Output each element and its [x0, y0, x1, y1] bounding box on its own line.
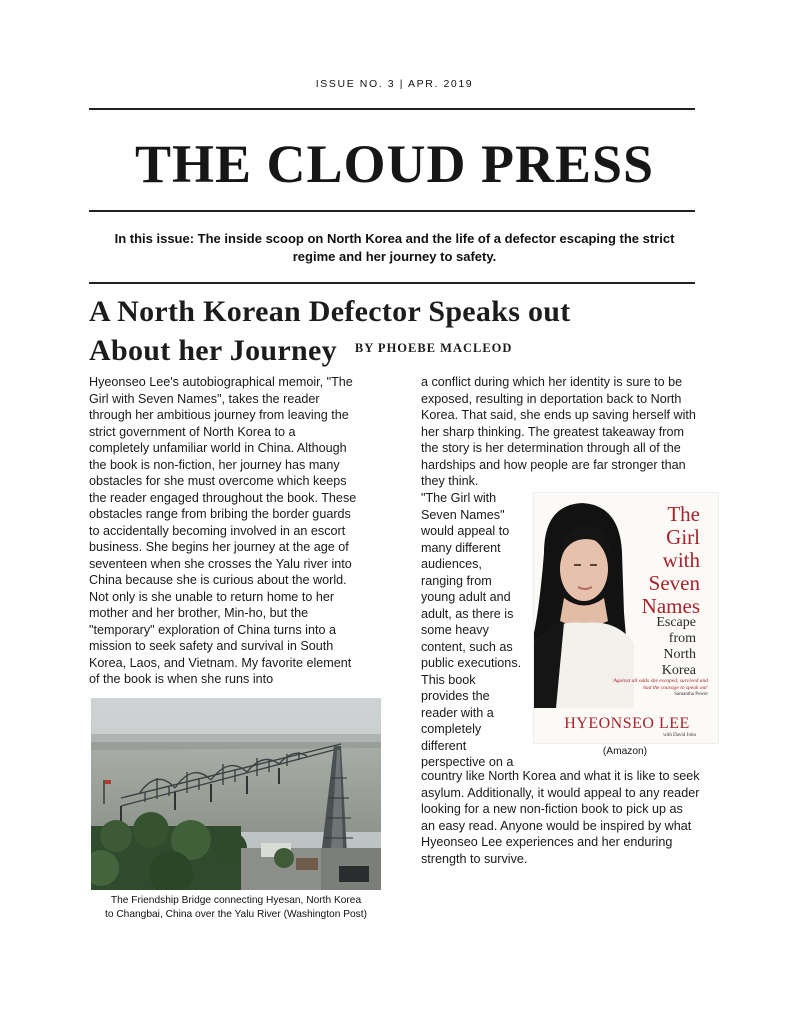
masthead-rule — [89, 210, 695, 212]
teaser-line: regime and her journey to safety. — [292, 249, 497, 264]
text-line: hardships and how people are far stronger than — [421, 457, 686, 472]
text-line: Korea — [661, 663, 696, 678]
byline: BY PHOEBE MACLEOD — [354, 341, 513, 355]
text-line: content, such as — [421, 639, 513, 654]
bridge-image — [91, 698, 381, 890]
text-line: Girl — [666, 525, 700, 549]
text-line: exposed, resulting in deportation back to North — [421, 391, 682, 406]
text-line: her sharp thinking. The greatest takeaway from — [421, 424, 684, 439]
text-line: "The Girl with — [421, 491, 497, 505]
text-line: perspective on a — [421, 755, 514, 769]
article-headline — [89, 294, 709, 369]
book-quote: 'Against all odds she escaped, survived and had the courage to speak out' — [612, 678, 708, 691]
text-line: business. She begins her journey at the age of — [89, 540, 349, 554]
text-line: reader with a — [421, 705, 494, 720]
text-line: young adult and — [421, 590, 511, 604]
text-line: Korea, Laos, and Vietnam. My favorite element — [89, 655, 352, 670]
text-line: from — [668, 631, 696, 646]
text-line: Names — [641, 594, 700, 618]
caption-line: The Friendship Bridge connecting Hyesan, North Korea — [110, 895, 362, 906]
text-line: an easy read. Anyone would be inspired by what — [421, 818, 692, 833]
book-cover — [533, 492, 719, 744]
text-line: obstacles for she must overcome which keeps — [89, 474, 347, 488]
text-line: ranging from — [421, 573, 492, 588]
book-credit: (Amazon) — [602, 746, 648, 757]
text-line: China because she is curious about the world. — [89, 573, 347, 587]
book-author: HYEONSEO LEE — [564, 715, 690, 732]
text-line: strength to survive. — [421, 851, 528, 866]
text-line: completely unfamiliar world in China. Although — [89, 441, 347, 455]
text-line: audiences, — [421, 557, 482, 571]
text-line: Girl with Seven Names", takes the reader — [89, 391, 320, 406]
book-quote-attribution: Samantha Power — [674, 692, 708, 697]
article-column-narrow — [421, 490, 531, 771]
article-column-right-bottom — [421, 768, 731, 867]
text-line: country like North Korea and what it is like to seek — [421, 769, 700, 783]
text-line: mission to seek safety and survival in South — [89, 639, 334, 653]
text-line: Not only is she unable to return home to her — [89, 589, 335, 604]
text-line: with — [662, 548, 700, 572]
text-line: some heavy — [421, 623, 489, 637]
article-column-right-top — [421, 374, 721, 490]
headline-line: About her Journey — [89, 334, 337, 367]
bridge-caption — [89, 894, 383, 922]
text-line: The — [667, 502, 700, 526]
text-line: "temporary" exploration of China turns into a — [89, 622, 336, 637]
text-line: Seven — [648, 571, 700, 595]
text-line: adult, as there is — [421, 606, 514, 621]
top-rule — [89, 108, 695, 110]
text-line: Korea. That said, she ends up saving herself with — [421, 408, 696, 422]
text-line: asylum. Additionally, it would appeal to any reader — [421, 785, 700, 800]
text-line: Seven Names" — [421, 507, 505, 522]
text-line: the book is non-fiction, her journey has many — [89, 457, 340, 472]
text-line: This book — [421, 672, 476, 687]
headline-line-2 — [89, 330, 709, 369]
caption-line: to Changbai, China over the Yalu River (Washington Post) — [105, 909, 367, 920]
teaser-rule — [89, 282, 695, 284]
text-line: provides the — [421, 689, 490, 703]
text-line: public executions. — [421, 656, 522, 670]
text-line: they think. — [421, 474, 479, 488]
book-cowriter: with David John — [662, 733, 696, 738]
text-line: Hyeonseo Lee's autobiographical memoir, "The — [89, 375, 353, 389]
text-line: obstacles range from bribing the border guards — [89, 507, 351, 521]
text-line: the story is her determination through all of the — [421, 441, 681, 455]
text-line: mother and her brother, Min-ho, but the — [89, 606, 309, 620]
text-line: many different — [421, 540, 501, 555]
book-title — [642, 503, 700, 618]
text-line: seventeen when she crosses the Yalu river into — [89, 556, 352, 571]
text-line: the reader engaged throughout the book. These — [89, 490, 357, 505]
text-line: strict government of North Korea to a — [89, 424, 296, 439]
text-line: North — [663, 647, 696, 662]
text-line: Escape — [656, 615, 696, 630]
issue-label: ISSUE NO. 3 | APR. 2019 — [315, 78, 474, 90]
article-column-left — [89, 374, 384, 688]
book-subtitle — [656, 615, 696, 679]
headline-line: A North Korean Defector Speaks out — [89, 295, 571, 328]
issue-teaser — [100, 230, 689, 266]
text-line: of the book is when she runs into — [89, 672, 274, 686]
bridge-photo — [91, 698, 381, 890]
text-line: completely — [421, 722, 482, 736]
teaser-line: In this issue: The inside scoop on North Korea and the life of a defector escaping the strict — [114, 231, 675, 246]
text-line: Hyeonseo Lee experiences and her enduring — [421, 835, 673, 849]
masthead-title: THE CLOUD PRESS — [134, 134, 655, 194]
text-line: looking for a new non-fiction book to pick up as — [421, 802, 683, 816]
text-line: to accidentally becoming involved in an escort — [89, 523, 346, 538]
text-line: would appeal to — [421, 524, 510, 538]
text-line: through her ambitious journey from leaving the — [89, 408, 349, 422]
text-line: a conflict during which her identity is sure to be — [421, 375, 683, 389]
text-line: different — [421, 738, 467, 753]
